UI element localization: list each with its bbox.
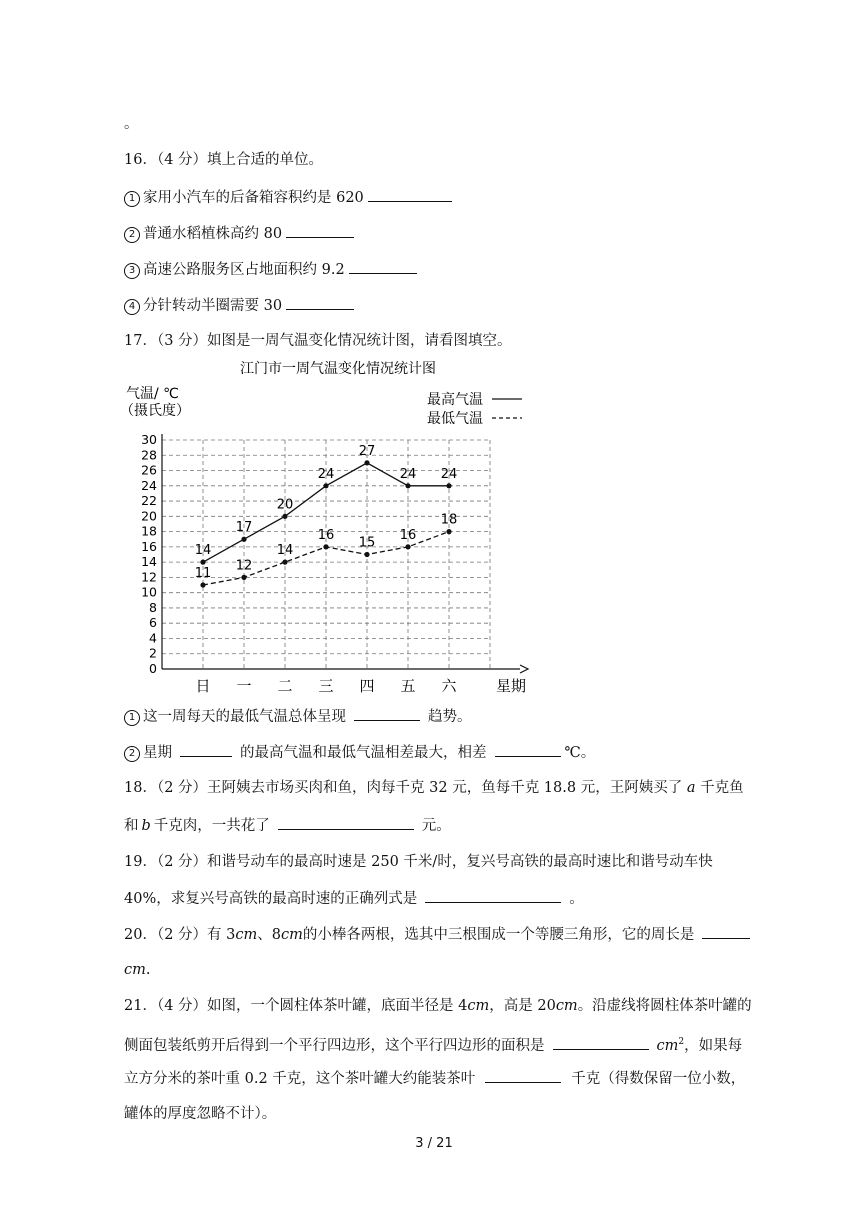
y-tick-label: 2 <box>149 645 157 661</box>
data-point-low <box>282 560 287 565</box>
x-tick-label: 一 <box>236 677 252 695</box>
q19-text: 40%，求复兴号高铁的最高时速的正确列式是 <box>124 891 418 907</box>
y-tick-label: 6 <box>149 615 157 631</box>
y-tick-label: 8 <box>149 599 157 615</box>
q16-item-4 <box>124 295 358 316</box>
data-point-high <box>200 560 205 565</box>
data-point-high <box>282 514 287 519</box>
q20-text: 的小棒各两根，选其中三根围成一个等腰三角形，它的周长是 <box>302 927 695 943</box>
answer-blank[interactable] <box>553 1035 649 1050</box>
unit-cm: cm <box>124 962 146 978</box>
data-label-low: 16 <box>399 527 417 543</box>
q21-line-2 <box>124 1032 742 1056</box>
x-tick-label: 二 <box>277 677 293 695</box>
q16-item-3 <box>124 259 421 280</box>
y-tick-label: 30 <box>141 432 157 447</box>
top-mark: 。 <box>124 116 139 132</box>
superscript-2: 2 <box>678 1037 685 1047</box>
data-label-low: 16 <box>317 527 335 543</box>
data-label-low: 11 <box>194 566 212 582</box>
q21-text: 立方分米的茶叶重 0.2 千克，这个茶叶罐大约能装茶叶 <box>124 1071 476 1087</box>
y-tick-label: 22 <box>141 493 157 509</box>
data-point-low <box>323 544 328 549</box>
q20-line-1 <box>124 924 754 945</box>
q18-line-1 <box>124 778 744 798</box>
data-point-low <box>446 529 451 534</box>
q21-text: 。沿虚线将圆柱体茶叶罐的 <box>577 998 752 1014</box>
answer-blank[interactable] <box>286 223 354 238</box>
q21-line-3 <box>124 1068 745 1089</box>
x-axis-label: 星期 <box>496 677 527 695</box>
q21-line-4: 罐体的厚度忽略不计）。 <box>124 1106 277 1122</box>
unit-cm: cm <box>235 927 258 943</box>
temperature-line-chart <box>118 352 548 698</box>
x-tick-label: 四 <box>359 677 375 695</box>
chart-title: 江门市一周气温变化情况统计图 <box>240 361 436 377</box>
q16-item-2 <box>124 223 358 244</box>
q20-text: 、8 <box>257 927 281 943</box>
q19-text-end: 。 <box>569 891 584 907</box>
data-label-high: 14 <box>194 543 212 559</box>
q19-line-2 <box>124 888 584 909</box>
data-label-high: 17 <box>235 520 253 536</box>
q20-text: 20．（2 分）有 3 <box>124 927 236 943</box>
unit-cm: cm <box>555 998 578 1014</box>
answer-blank[interactable] <box>354 706 420 721</box>
variable-a: a <box>686 780 696 796</box>
y-tick-label: 16 <box>141 538 157 554</box>
q21-text: ，如果每 <box>684 1037 743 1054</box>
data-point-low <box>200 582 205 587</box>
data-label-high: 20 <box>276 497 294 513</box>
circled-number: 3 <box>124 263 140 279</box>
x-tick-label: 三 <box>318 677 334 695</box>
q18-text-end: 千克鱼 <box>700 780 744 796</box>
q18-text: 18．（2 分）王阿姨去市场买肉和鱼，肉每千克 32 元，鱼每千克 18.8 元，王阿姨买了 <box>124 780 683 796</box>
data-point-high <box>446 483 451 488</box>
q21-text: ，高是 20 <box>489 998 556 1014</box>
y-tick-label: 0 <box>149 661 157 676</box>
y-tick-label: 14 <box>141 554 157 570</box>
y-tick-label: 18 <box>141 523 157 539</box>
data-label-low: 18 <box>440 512 458 528</box>
answer-blank[interactable] <box>425 888 561 903</box>
q21-line-1 <box>124 996 752 1016</box>
data-label-high: 24 <box>317 466 335 482</box>
q17-item2-end: ℃。 <box>564 745 596 761</box>
data-point-high <box>405 483 410 488</box>
answer-blank[interactable] <box>349 259 417 274</box>
q18-line-2 <box>124 815 451 836</box>
y-tick-label: 10 <box>141 584 157 600</box>
q17-item1-end: 趋势。 <box>428 709 472 725</box>
data-point-high <box>241 537 246 542</box>
q17-item-2 <box>124 742 595 763</box>
q17-item1-text: 这一周每天的最低气温总体呈现 <box>143 709 346 725</box>
answer-blank[interactable] <box>702 924 750 939</box>
q17-title: 17．（3 分）如图是一周气温变化情况统计图，请看图填空。 <box>124 333 512 349</box>
x-axis-arrow <box>520 665 528 673</box>
y-tick-label: 26 <box>141 462 157 478</box>
unit-cm: cm <box>467 998 490 1014</box>
data-point-low <box>364 552 369 557</box>
data-label-low: 15 <box>358 535 376 551</box>
data-point-high <box>364 460 369 465</box>
q16-item-1 <box>124 187 456 208</box>
answer-blank[interactable] <box>485 1068 561 1083</box>
q21-text: 千克（得数保留一位小数， <box>571 1071 746 1087</box>
q19-line-1: 19．（2 分）和谐号动车的最高时速是 250 千米/时，复兴号高铁的最高时速比和谐号动车快 <box>124 854 713 870</box>
unit-cm: cm <box>280 927 303 943</box>
q21-text: 21．（4 分）如图，一个圆柱体茶叶罐，底面半径是 4 <box>124 998 468 1014</box>
q16-item-text: 普通水稻植株高约 80 <box>143 226 283 242</box>
q20-text-end: . <box>145 962 151 978</box>
page-number: 3 / 21 <box>415 1136 453 1151</box>
answer-blank[interactable] <box>278 815 414 830</box>
q21-text: 侧面包装纸剪开后得到一个平行四边形，这个平行四边形的面积是 <box>124 1037 545 1054</box>
circled-number: 2 <box>124 227 140 243</box>
y-axis-label-unit: （摄氏度） <box>120 403 190 419</box>
circled-number: 4 <box>124 299 140 315</box>
y-tick-label: 20 <box>141 508 157 524</box>
data-point-low <box>405 544 410 549</box>
answer-blank[interactable] <box>495 742 561 757</box>
x-tick-label: 日 <box>195 677 211 695</box>
q16-item-text: 家用小汽车的后备箱容积约是 620 <box>143 190 364 206</box>
y-axis-label: 气温/ ℃ <box>126 386 179 402</box>
data-point-high <box>323 483 328 488</box>
answer-blank[interactable] <box>368 187 452 202</box>
data-label-high: 24 <box>440 466 458 482</box>
q16-title: 16．（4 分）填上合适的单位。 <box>124 152 324 168</box>
data-point-low <box>241 575 246 580</box>
y-tick-label: 4 <box>149 630 157 646</box>
q16-item-text: 高速公路服务区占地面积约 9.2 <box>143 262 345 278</box>
data-label-low: 14 <box>276 543 294 559</box>
q17-item2-mid: 的最高气温和最低气温相差最大，相差 <box>240 745 487 761</box>
variable-b: b <box>141 818 151 834</box>
circled-number: 1 <box>124 191 140 207</box>
x-tick-label: 五 <box>400 677 416 695</box>
data-label-high: 27 <box>358 443 376 459</box>
data-label-low: 12 <box>235 558 253 574</box>
data-label-high: 24 <box>399 466 417 482</box>
answer-blank[interactable] <box>286 295 354 310</box>
q20-line-2 <box>124 960 150 980</box>
q18-text-end: 元。 <box>421 818 451 834</box>
q17-item-1 <box>124 706 472 727</box>
q18-text: 和 <box>124 818 139 834</box>
y-tick-label: 24 <box>141 477 157 493</box>
y-tick-label: 12 <box>141 569 157 585</box>
legend-high-label: 最高气温 <box>427 392 483 408</box>
unit-cm: cm <box>656 1037 679 1054</box>
q17-item2-text: 星期 <box>143 745 172 761</box>
answer-blank[interactable] <box>180 742 232 757</box>
y-tick-label: 28 <box>141 447 157 463</box>
circled-number: 1 <box>124 710 140 726</box>
q18-text-mid: 千克肉，一共花了 <box>153 818 270 834</box>
x-tick-label: 六 <box>441 677 457 695</box>
circled-number: 2 <box>124 746 140 762</box>
q16-item-text: 分针转动半圈需要 30 <box>143 298 283 314</box>
legend-low-label: 最低气温 <box>427 411 483 427</box>
